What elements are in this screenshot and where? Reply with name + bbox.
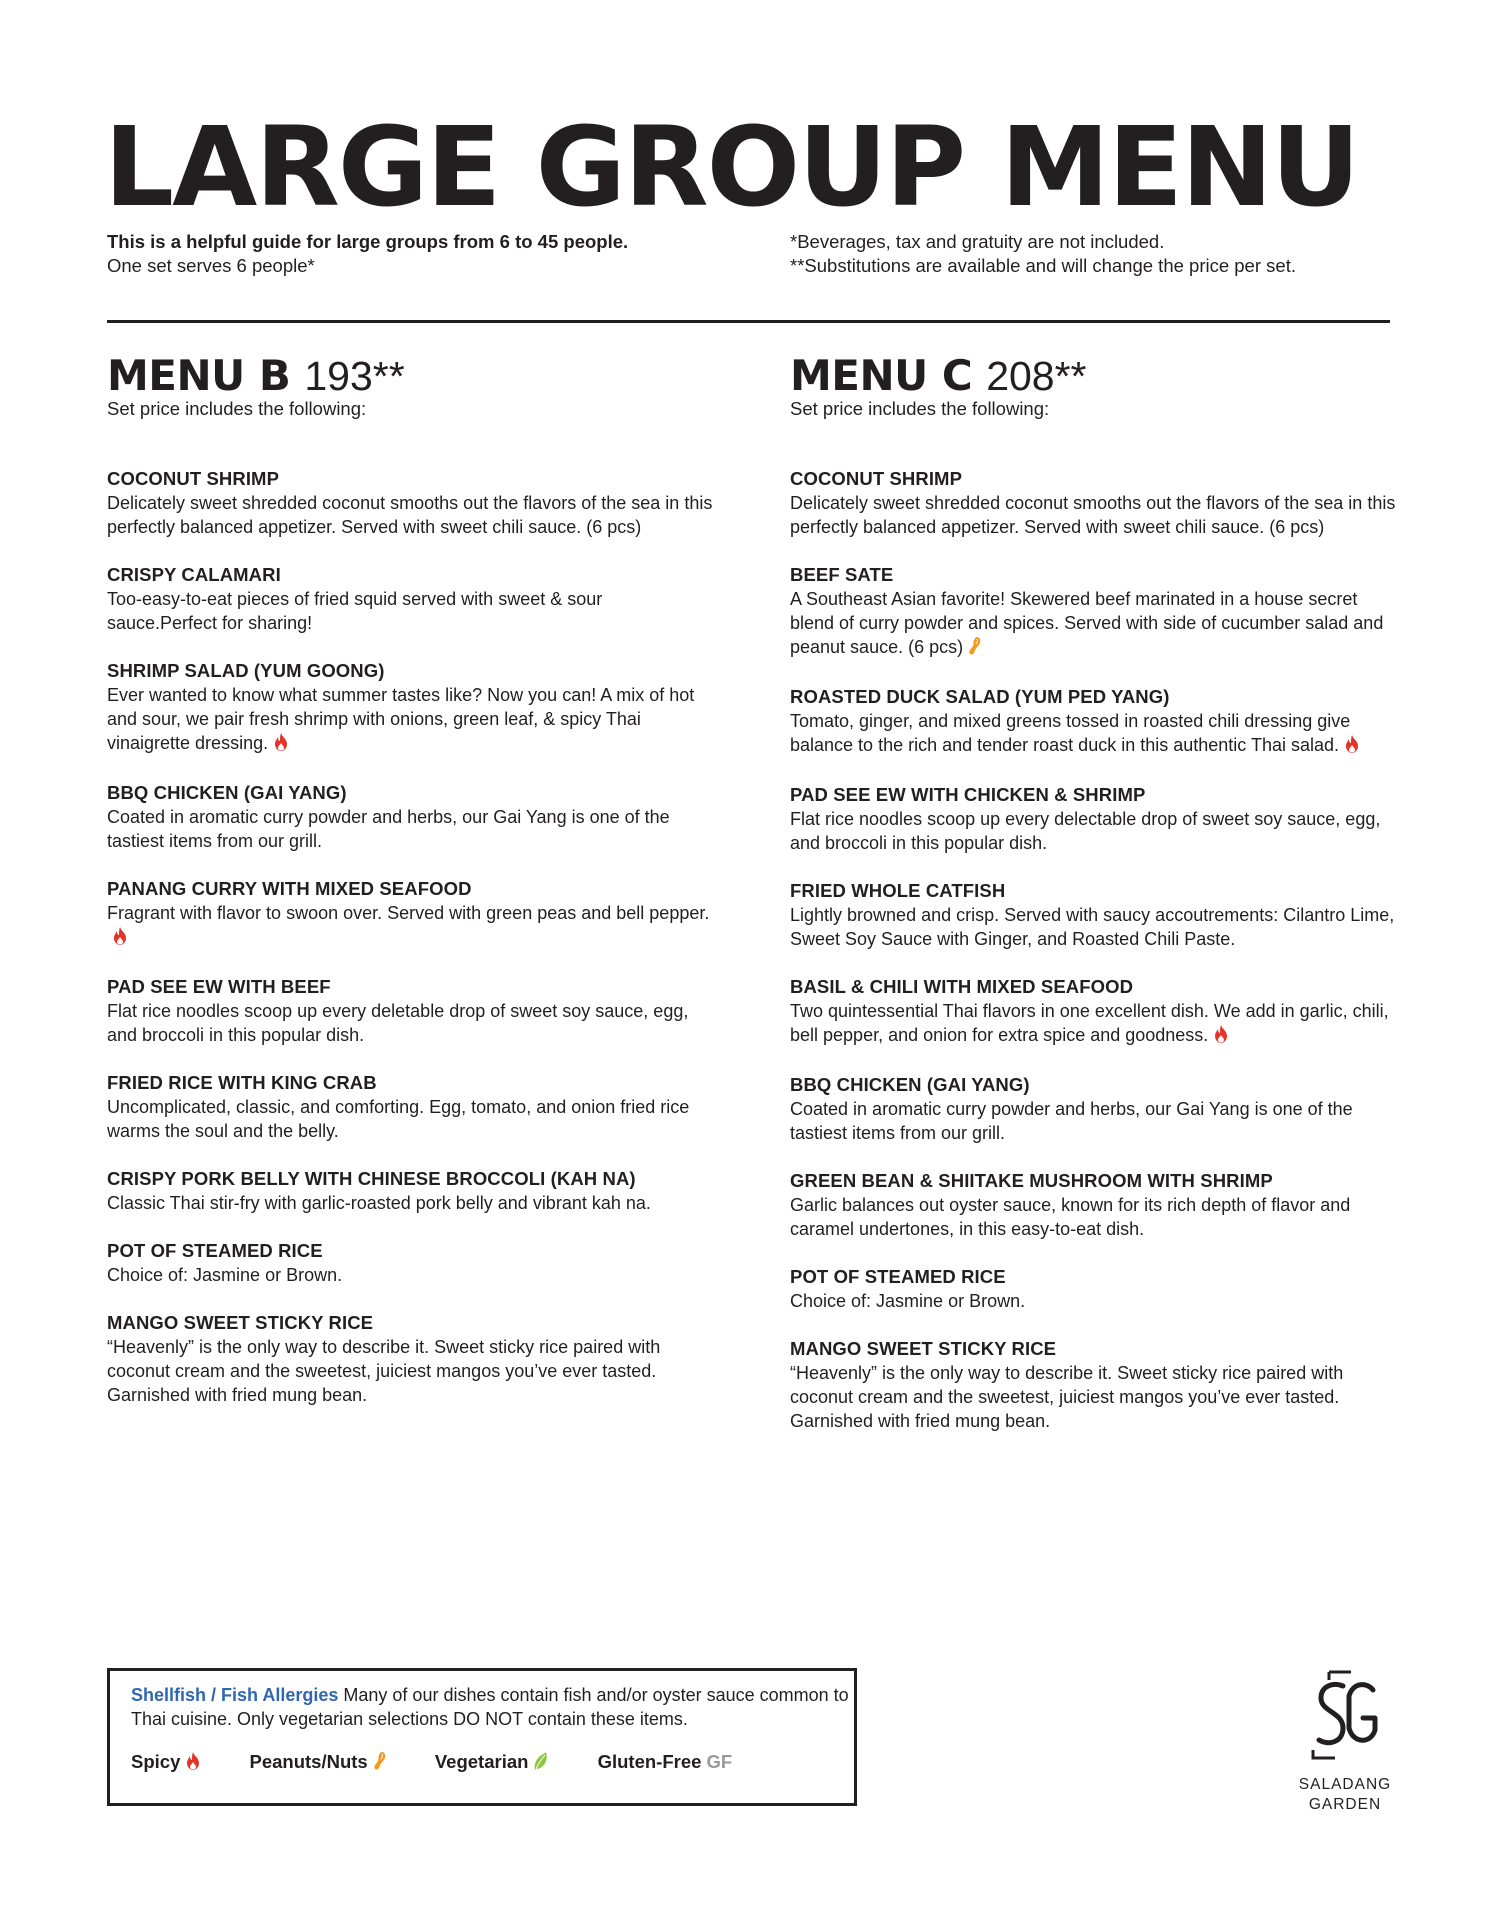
item-name: MANGO SWEET STICKY RICE [790,1338,1057,1359]
item-description-text: Coated in aromatic curry powder and herbs, our Gai Yang is one of the tastiest items from our grill. [790,1099,1353,1143]
item-description [790,491,1400,539]
menu-item [107,1311,717,1407]
menu-c-name: MENU C [790,351,973,400]
note-substitutions: **Substitutions are available and will change the price per set. [790,255,1296,276]
item-description-text: Two quintessential Thai flavors in one excellent dish. We add in garlic, chili, bell pepper, and onion for extra spice and goodness. [790,1001,1389,1045]
item-description [107,1263,717,1287]
menu-item [790,563,1400,661]
logo-line-2: GARDEN [1308,1796,1382,1813]
menu-item [107,975,717,1047]
allergy-legend-box [107,1668,857,1806]
header-divider [107,320,1390,323]
item-description [790,1361,1400,1433]
item-description-text: Lightly browned and crisp. Served with saucy accoutrements: Cilantro Lime, Sweet Soy Sauce with Ginger, and Roasted Chili Paste. [790,905,1395,949]
item-name: CRISPY CALAMARI [107,564,281,585]
item-description [107,1191,717,1215]
item-description-text: Fragrant with flavor to swoon over. Served with green peas and bell pepper. [107,903,710,923]
intro-line: One set serves 6 people* [107,255,315,276]
peanut-icon [969,637,981,661]
item-description-text: Uncomplicated, classic, and comforting. Egg, tomato, and onion fried rice warms the soul and the belly. [107,1097,690,1141]
item-name: BEEF SATE [790,564,894,585]
menu-item [790,783,1400,855]
item-name: CRISPY PORK BELLY WITH CHINESE BROCCOLI (KAH NA) [107,1168,636,1189]
gluten-free-code: GF [706,1751,733,1772]
item-name: BBQ CHICKEN (GAI YANG) [107,782,347,803]
item-description-text: Delicately sweet shredded coconut smooths out the flavors of the sea in this perfectly balanced appetizer. Served with sweet chili sauce. (6 pcs) [107,493,713,537]
menu-item [790,685,1400,759]
leaf-icon [534,1752,548,1775]
item-name: BBQ CHICKEN (GAI YANG) [790,1074,1030,1095]
item-name: BASIL & CHILI WITH MIXED SEAFOOD [790,976,1134,997]
sg-monogram-icon [1307,1668,1383,1762]
item-description-text: Coated in aromatic curry powder and herbs, our Gai Yang is one of the tastiest items from our grill. [107,807,670,851]
item-name: POT OF STEAMED RICE [107,1240,323,1261]
menu-item [790,1169,1400,1241]
item-description [107,1335,717,1407]
menu-item [107,1071,717,1143]
menu-item [107,1167,717,1215]
menu-b-price: 193** [304,353,405,399]
item-description [107,587,717,635]
allergy-text: Many of our dishes contain fish and/or oyster sauce common to Thai cuisine. Only vegetarian selections DO NOT contain these items. [131,1685,849,1729]
key-gluten-free [598,1751,733,1773]
item-name: COCONUT SHRIMP [107,468,280,489]
item-description-text: Flat rice noodles scoop up every deletable drop of sweet soy sauce, egg, and broccoli in this popular dish. [107,1001,689,1045]
item-description-text: Flat rice noodles scoop up every delectable drop of sweet soy sauce, egg, and broccoli in this popular dish. [790,809,1381,853]
menu-b-heading [107,352,717,400]
key-gluten-free-label: Gluten-Free [597,1751,702,1772]
menu-item [790,975,1400,1049]
icon-key [131,1751,776,1775]
logo-caption [1290,1775,1400,1815]
item-description-text: Too-easy-to-eat pieces of fried squid served with sweet & sour sauce.Perfect for sharing! [107,589,603,633]
menu-item [790,1073,1400,1145]
item-name: GREEN BEAN & SHIITAKE MUSHROOM WITH SHRIMP [790,1170,1273,1191]
menu-c-subtitle: Set price includes the following: [790,398,1050,419]
key-vegetarian-label: Vegetarian [434,1751,529,1772]
saladang-garden-logo [1290,1668,1400,1815]
item-description-text: Ever wanted to know what summer tastes like? Now you can! A mix of hot and sour, we pair fresh shrimp with onions, green leaf, & spicy Thai vinaigrette dressing. [107,685,695,753]
menu-item [107,1239,717,1287]
menu-item [107,659,717,757]
flame-icon [113,927,127,951]
menu-item [790,467,1400,539]
intro-notes [790,230,1410,278]
item-name: ROASTED DUCK SALAD (YUM PED YANG) [790,686,1170,707]
item-name: FRIED WHOLE CATFISH [790,880,1006,901]
item-description-text: Delicately sweet shredded coconut smooths out the flavors of the sea in this perfectly balanced appetizer. Served with sweet chili sauce. (6 pcs) [790,493,1396,537]
menu-item [790,1337,1400,1433]
flame-icon [274,733,288,757]
item-description [790,903,1400,951]
item-description-text: Classic Thai stir-fry with garlic-roasted pork belly and vibrant kah na. [107,1193,651,1213]
menu-c-column [790,352,1400,1457]
item-description [107,901,717,951]
peanut-icon [374,1752,386,1775]
flame-icon [186,1752,200,1775]
item-description [107,491,717,539]
item-name: PANANG CURRY WITH MIXED SEAFOOD [107,878,472,899]
item-name: FRIED RICE WITH KING CRAB [107,1072,377,1093]
flame-icon [1214,1025,1228,1049]
menu-item [107,563,717,635]
menu-item [107,467,717,539]
key-spicy [131,1751,200,1775]
item-description-text: Choice of: Jasmine or Brown. [107,1265,343,1285]
item-name: COCONUT SHRIMP [790,468,963,489]
key-peanuts [250,1751,386,1775]
item-name: SHRIMP SALAD (YUM GOONG) [107,660,385,681]
page-title: LARGE GROUP MENU [104,103,1359,231]
menu-item [107,877,717,951]
item-description-text: Tomato, ginger, and mixed greens tossed in roasted chili dressing give balance to the rich and tender roast duck in this authentic Thai salad. [790,711,1351,755]
item-description-text: “Heavenly” is the only way to describe it. Sweet sticky rice paired with coconut cream and the sweetest, juiciest mangos you’ve ever tasted. Garnished with fried mung bean. [107,1337,661,1405]
menu-b-name: MENU B [107,351,291,400]
intro-left [107,230,747,278]
item-name: POT OF STEAMED RICE [790,1266,1006,1287]
item-description [790,1289,1400,1313]
intro-bold: This is a helpful guide for large groups from 6 to 45 people. [107,231,629,252]
item-description [790,709,1400,759]
item-name: MANGO SWEET STICKY RICE [107,1312,374,1333]
item-name: PAD SEE EW WITH BEEF [107,976,331,997]
logo-line-1: SALADANG [1298,1776,1392,1793]
menu-item [107,781,717,853]
item-description-text: Choice of: Jasmine or Brown. [790,1291,1026,1311]
item-name: PAD SEE EW WITH CHICKEN & SHRIMP [790,784,1146,805]
item-description [790,999,1400,1049]
item-description [107,999,717,1047]
note-beverages: *Beverages, tax and gratuity are not included. [790,231,1165,252]
flame-icon [1345,735,1359,759]
item-description [107,805,717,853]
key-spicy-label: Spicy [131,1751,181,1772]
allergy-title: Shellfish / Fish Allergies [131,1685,339,1705]
item-description [107,683,717,757]
item-description [790,1193,1400,1241]
item-description-text: A Southeast Asian favorite! Skewered beef marinated in a house secret blend of curry powder and spices. Served with side of cucumber salad and peanut sauce. (6 pcs) [790,589,1384,657]
allergy-note [131,1683,851,1731]
menu-item [790,879,1400,951]
menu-c-heading [790,352,1400,400]
item-description-text: Garlic balances out oyster sauce, known for its rich depth of flavor and caramel undertones, in this easy-to-eat dish. [790,1195,1351,1239]
menu-b-column [107,352,717,1431]
item-description [107,1095,717,1143]
menu-item [790,1265,1400,1313]
key-vegetarian [435,1751,549,1775]
item-description-text: “Heavenly” is the only way to describe it. Sweet sticky rice paired with coconut cream and the sweetest, juiciest mangos you’ve ever tasted. Garnished with fried mung bean. [790,1363,1344,1431]
item-description [790,1097,1400,1145]
menu-b-subtitle: Set price includes the following: [107,398,367,419]
item-description [790,587,1400,661]
menu-c-price: 208** [986,353,1087,399]
item-description [790,807,1400,855]
key-peanuts-label: Peanuts/Nuts [249,1751,368,1772]
